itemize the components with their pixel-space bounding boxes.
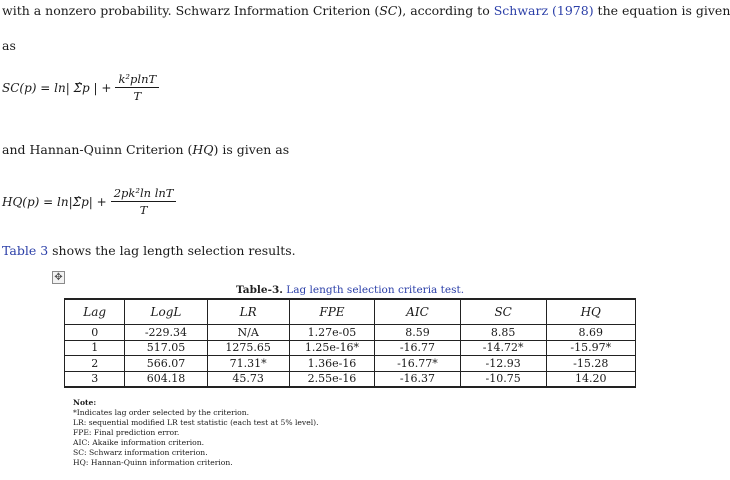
note-line: LR: sequential modified LR test statistic (each test at 5% level). [73, 418, 319, 427]
paragraph-1 [2, 3, 730, 18]
table-notes [73, 398, 319, 468]
cell-sc: -12.93 [460, 356, 546, 372]
note-line: FPE: Final prediction error. [73, 428, 180, 437]
hq-equation-denominator: T [139, 203, 148, 217]
table-row [65, 371, 636, 387]
note-line: AIC: Akaike information criterion. [73, 438, 205, 447]
cell-sc: -10.75 [460, 371, 546, 387]
paragraph-1-continued: as [2, 38, 16, 53]
paragraph-1-middle: ), according to [397, 3, 494, 18]
table-header-row [65, 299, 636, 325]
paragraph-3 [2, 243, 296, 258]
cell-fpe: 1.25e-16* [289, 340, 374, 356]
hq-equation-lhs: HQ(p) = ln|Σ̂p| + [2, 194, 107, 209]
header-lag: Lag [65, 299, 125, 325]
table-caption-label: Table-3. [235, 284, 283, 296]
cell-aic: -16.37 [375, 371, 461, 387]
paragraph-1-suffix: the equation is given [593, 3, 730, 18]
cell-hq: 14.20 [546, 371, 635, 387]
cell-lr: 71.31* [207, 356, 289, 372]
table-3-link[interactable]: Table 3 [2, 243, 49, 258]
note-line: HQ: Hannan-Quinn information criterion. [73, 458, 233, 467]
hq-equation [2, 186, 176, 217]
sc-equation [2, 72, 159, 103]
note-line: SC: Schwarz information criterion. [73, 448, 208, 457]
cell-sc: 8.85 [460, 325, 546, 341]
hq-equation-numerator: 2pk²ln lnT [113, 186, 174, 200]
cell-fpe: 1.27e-05 [289, 325, 374, 341]
cell-logl: 566.07 [125, 356, 207, 372]
paragraph-1-prefix: with a nonzero probability. Schwarz Information Criterion ( [2, 3, 380, 18]
cell-lag: 3 [65, 371, 125, 387]
paragraph-2-suffix: ) is given as [213, 142, 290, 157]
cell-lr: 45.73 [207, 371, 289, 387]
cell-lag: 2 [65, 356, 125, 372]
table-row [65, 340, 636, 356]
header-lr: LR [207, 299, 289, 325]
sc-equation-fraction [115, 72, 159, 103]
cell-fpe: 2.55e-16 [289, 371, 374, 387]
paragraph-2 [2, 142, 289, 157]
cell-lag: 0 [65, 325, 125, 341]
cell-fpe: 1.36e-16 [289, 356, 374, 372]
header-fpe: FPE [289, 299, 374, 325]
cell-aic: -16.77* [375, 356, 461, 372]
cell-logl: -229.34 [125, 325, 207, 341]
header-hq: HQ [546, 299, 635, 325]
sc-symbol: SC [379, 3, 398, 18]
cell-logl: 604.18 [125, 371, 207, 387]
cell-hq: -15.97* [546, 340, 635, 356]
note-line: *Indicates lag order selected by the criterion. [73, 408, 250, 417]
hq-equation-fraction [111, 186, 177, 217]
cell-hq: 8.69 [546, 325, 635, 341]
cell-sc: -14.72* [460, 340, 546, 356]
cell-aic: -16.77 [375, 340, 461, 356]
table-row [65, 356, 636, 372]
hq-symbol: HQ [192, 142, 214, 157]
header-aic: AIC [375, 299, 461, 325]
table-row [65, 325, 636, 341]
paragraph-2-prefix: and Hannan-Quinn Criterion ( [2, 142, 193, 157]
table-caption-text: Lag length selection criteria test. [282, 284, 465, 296]
header-logl: LogL [125, 299, 207, 325]
paragraph-3-suffix: shows the lag length selection results. [48, 243, 296, 258]
notes-title: Note: [73, 398, 97, 407]
cell-logl: 517.05 [125, 340, 207, 356]
cell-aic: 8.59 [375, 325, 461, 341]
sc-equation-numerator: k²plnT [118, 72, 157, 86]
header-sc: SC [460, 299, 546, 325]
lag-selection-table [64, 298, 636, 388]
cell-hq: -15.28 [546, 356, 635, 372]
sc-equation-denominator: T [133, 89, 142, 103]
cell-lr: 1275.65 [207, 340, 289, 356]
table-move-handle-icon[interactable]: ✥ [52, 271, 65, 284]
sc-equation-lhs: SC(p) = ln| Σ̂p | + [2, 80, 112, 95]
schwarz-citation-link[interactable]: Schwarz (1978) [493, 3, 594, 18]
cell-lr: N/A [207, 325, 289, 341]
table-caption [64, 284, 636, 296]
cell-lag: 1 [65, 340, 125, 356]
